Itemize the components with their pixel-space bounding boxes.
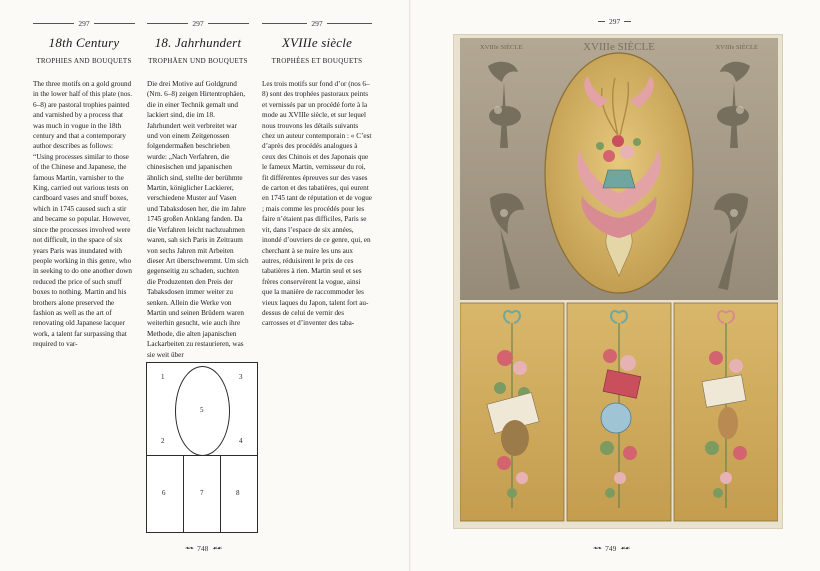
ornament-icon: ❧❧ <box>185 546 194 552</box>
plate-number: 297 <box>311 18 323 28</box>
diagram-label: 2 <box>161 437 165 445</box>
column-subheading: TROPHÄEN UND BOUQUETS <box>148 57 248 65</box>
diagram-label: 3 <box>239 373 243 381</box>
french-column <box>262 18 372 329</box>
plate-number: 297 <box>192 18 204 28</box>
column-heading: 18. Jahrhundert <box>154 35 242 50</box>
diagram-label: 4 <box>239 437 243 445</box>
svg-text:XVIIIe SIÈCLE: XVIIIe SIÈCLE <box>715 44 758 51</box>
svg-text:XVIIIe SIÈCLE: XVIIIe SIÈCLE <box>480 44 523 51</box>
column-heading: XVIIIe siècle <box>281 35 353 50</box>
plate-key-diagram <box>146 362 258 533</box>
plate-number: 297 <box>78 18 90 28</box>
column-body-text: The three motifs on a gold ground in the lower half of this plate (nos. 6–8) are pastoral trophies painted and varnished by a process that was much in vogue in the 18th century and that a contemporary author describes as follows: “Using processes similar to those of the Chinese and Japanese, the famous Martin, varnisher to the King, carried out various tests on cardboard vases and snuff boxes, which in 1745 caused such a stir and became so popular. However, since the processes involved were not difficult, in the space of six years Paris was inundated with people working in this genre, who in seeking to do one another down reduced the price of such snuff boxes to nothing. Martin and his brothers alone preserved the fashion as well as the art of renovating old Japanese lacquer work, a talent far surpassing that required to var- <box>33 80 133 349</box>
column-heading: 18th Century <box>48 35 120 50</box>
diagram-label: 1 <box>161 373 165 381</box>
ornament-icon: ❧❧ <box>593 546 602 552</box>
column-body-text: Die drei Motive auf Goldgrund (Nrn. 6–8) zeigen Hirtentrophäen, die in einer Technik gemalt und lackiert sind, die im 18. Jahrhundert weit verbreitet war und von einem Zeitgenossen folgendermaßen beschrieben wurde: „Nach Verfahren, die chinesischen und japanischen ähnlich sind, stellte der berühmte Martin, königlicher Lackierer, verschiedene Muster auf Vasen und Tabaksdosen her, die im Jahre 1745 großen Anklang fanden. Da die Verfahren leicht nachzuahmen waren, sah sich Paris in Zeitraum von sechs Jahren mit Arbeiten dieser Art überschwemmt. Um sich gegenseitig zu schaden, suchten die Produzenten den Preis der Tabaksdosen immer weiter zu senken. Allein die Werke von Martin und seinen Brüdern waren weiterhin gesucht, wie auch ihre Methode, die alten japanischen Lackarbeiten zu restaurieren, was sie weit über <box>147 80 249 359</box>
page-folio-right: ❧❧ 749 ☙☙ <box>593 544 630 553</box>
column-subheading: TROPHÉES ET BOUQUETS <box>271 57 363 65</box>
diagram-label: 7 <box>200 489 204 497</box>
column-body-text: Les trois motifs sur fond d’or (nos 6–8) sont des trophées pastoraux peints et vernissés par un procédé forte à la mode au XVIIIe siècle, et sur lequel nous trouvons les détails suivants chez un auteur contemporain : « C’est d’après des procédés analogues à ceux des Chinois et des Japonais que le fameux Martin, vernisseur du roi, fit différentes épreuves sur des vases de carton et des tabatières, qui eurent en 1745 tant de réputation et de vogue ; mais comme les procédés pour les faire n’étaient pas difficiles, Paris se vit, dans l’espace de six années, inondé d’ouvriers de ce genre, qui, en cherchant à se nuire les uns aux autres, réduisirent le prix de ces tabatières à rien. Martin seul et ses frères conservèrent la vogue, ainsi que la manière de raccommoder les vieux laques du Japon, talent fort au-dessus de celui de vernir des carrosses et d’inventer des taba- <box>262 80 372 328</box>
diagram-label: 6 <box>162 489 166 497</box>
plate-number-top: 297 <box>598 17 631 26</box>
ornament-icon: ☙☙ <box>620 546 630 552</box>
page-folio-left: ❧❧ 748 ☙☙ <box>185 544 222 553</box>
german-column <box>147 18 249 360</box>
diagram-label: 5 <box>200 406 204 414</box>
chromolithograph-plate <box>453 34 783 529</box>
plate-illustration <box>460 38 778 524</box>
plate-title: XVIIIe SIÈCLE <box>583 41 655 53</box>
gutter <box>409 0 411 571</box>
english-column <box>33 18 135 350</box>
column-subheading: TROPHIES AND BOUQUETS <box>36 57 132 65</box>
diagram-label: 8 <box>236 489 240 497</box>
ornament-icon: ☙☙ <box>212 546 222 552</box>
